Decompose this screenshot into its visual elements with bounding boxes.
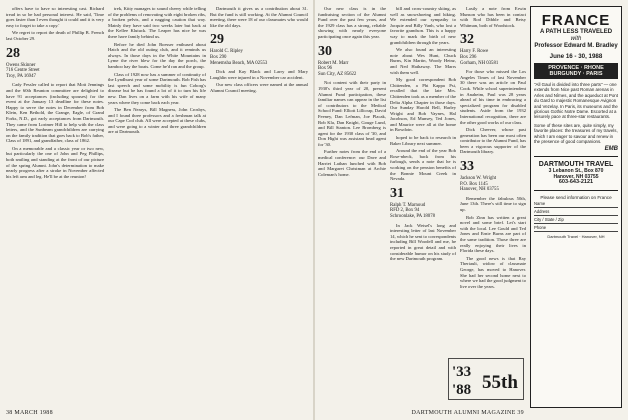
column-5 — [390, 6, 456, 406]
class-secretary-address-33: Jackson W. Wright P.O. Box 1145 Hanover, NH 03755 — [460, 176, 499, 193]
ad-divider-2 — [534, 190, 618, 191]
class-number-28: 28 — [6, 45, 20, 61]
ad-dates: June 16 - 30, 1988 — [549, 53, 603, 60]
class-notes-body-2: Dick and Kay Black and Larry and Mary Laughlin were injured in a November car accident. — [210, 69, 308, 80]
class-notes-body-2: On a memorable and a classic year or two new, but particularly the one of John and Peg Phillips, both smiling and standing at the front of our picture of the spring Alumni. John's determination to make nearly progress after a stroke in November affected his left arm and leg. He'll be at the reunion! — [6, 145, 104, 179]
class-notes-body: Lastly a note from Erwin Munson who has been in contact with Rod Dibble and Betsy Whitman, both of Woodstock. — [460, 6, 526, 28]
ad-agency-name: DARTMOUTH TRAVEL — [538, 161, 614, 169]
class-number-29: 29 — [210, 32, 224, 48]
class-notes-body-3: Class of 1928 now has a summer of continuity of the Lyndhurst year of some Dartmouth. Bob Fish has last speech and some mobility is fun Coborg's disease but he has found a lot of it to turn his life new. Dan lives on a farm with his wife of many years where they come back each year. — [108, 71, 206, 105]
emblem-55th: 55th — [482, 372, 518, 393]
class-notes-body-3: Further notes from the end of a medical conference: our Dave and Harriet Lathan lunched with Bob and Margaret Christman at Archie Coleman's home. — [318, 149, 386, 177]
class-notes-body-2: We also found an interesting note about Wes Hunt, Chuck Burns, Kin Martin, Woody Heinz, and Ned Hathaway. The Marrs wish them well. — [390, 47, 456, 75]
left-page-footer: 38 MARCH 1988 — [6, 410, 53, 416]
class-notes-body-4: Remember the fabulous 50th, June 13th. There's still time to sign up. — [460, 195, 526, 213]
ad-with: with — [570, 36, 582, 42]
column-4 — [318, 6, 386, 406]
class-notes-body-3: My good correspondent Bob Chittenden, a Phi Kappa Psi, recalled that the late Mrs. Chittenden took as a member of the Delta Alpha Chapter in those days. Our Sunday Harold Bell, Harley Wright and Bob Vaynes, Hal Jacobson, Ed Munsey, Ted Jones, and Maurice were all at the home in Bowdoin. — [390, 77, 456, 133]
class-notes-body-3: Dick Cheever, whose past generation has been our most often contributor to the Alumni Fund, has been a vigorous supporter of the Dartmouth library. — [460, 127, 526, 155]
form-field-name[interactable]: Name — [534, 201, 618, 208]
ad-blurb-2: Some of these sites are, quite simply, my favorite places: the treasures of my travels, which I am eager to savour and renew in the presence of good companions. — [534, 122, 618, 145]
intro-paragraph: offers have to have so interesting cast. Richard tread in so be had personal interest. He said, 'Time goes faster than I even thought it could and it is very easy to forget to take a copy.' — [6, 6, 104, 28]
page-gutter — [313, 0, 315, 420]
class-secretary-address: Harold C. Ripley Box 290 Menemsha Beach, MA 02553 — [210, 49, 268, 66]
column-3 — [210, 6, 308, 406]
class-number-31: 31 — [390, 185, 404, 201]
form-field-city-state-zip[interactable]: City / State / Zip — [534, 217, 618, 224]
ad-professor: Professor Edward M. Bradley — [534, 43, 618, 49]
ad-region-band: PROVENCE · RHONE BURGUNDY · PARIS — [534, 63, 618, 79]
class-number-33: 33 — [460, 159, 474, 175]
ad-form-footer: Dartmouth Travel · Hanover, NH — [547, 234, 605, 240]
class-secretary-address: Owens Skinner 716 Centre Street Troy, PA 16947 — [6, 62, 40, 79]
right-page-footer: DARTMOUTH ALUMNI MAGAZINE 39 — [411, 410, 524, 416]
ad-signature: EMB — [604, 146, 618, 153]
column-6 — [460, 6, 526, 354]
class-notes-body-2: Not content with their party in 1930's third year of 20, present Alumni Fund participation, these familiar names can appear in the list of contributors to the Medical School Fund: Elliott Lillicrap, David Feeney, Dan Lefman, Joe Placak, Bob Kla, Dan Knight, Gouge Lund, and Bill Stanton. Lee Bromberg is agent for the 1930 class of '30, and Don Hight was assistant head agent for '30. — [318, 80, 386, 147]
class-notes-body-4: In Jack Weisel's long and interesting letter of last November 14, which he sent to correspondents including Bill Woodell and me, he reported in great detail and with considerable humor on his study of the new Dartmouth program. — [390, 222, 456, 262]
class-secretary-address: Robert M. Marr Box 96 Sun City, AZ 85622 — [318, 60, 357, 77]
class-notes-body-6: The good news is that Ray Theriault, widow of classmate George, has moved to Hanover. She had her second home next to where we had the good judgment to live over the years. — [460, 255, 526, 289]
class-notes-body: Cady Fessler called to report that Mott Jennings and the 60th Reunion committee are delighted to have 91 acceptances (including spouses) for the event at the January 13 deadline for these notes. Happy to serve the notes in December from Bob Klein, Ken Bethold, the Grange, Eagle, of Grand Forks, N.D., got early acceptances from Dartmouth. They came from Lorimer Hill to help with the class letters, and the Sunbeam grandchildren are carrying on the family tradition that goes back to Bob's father, Class of 1891, and grandfather, class of 1862. — [6, 82, 104, 144]
ad-address-1: 3 Lebanon St., Box 870 — [548, 168, 604, 175]
ad-form-prompt: Please send information on France — [540, 194, 612, 200]
class-notes-extra-2: Around the end of the year Bob Rose-nbeck, back from his furlough, sends a note that he is working on the pension benefits of the Bonnie Mount Creek in Nevada. — [390, 148, 456, 182]
class-notes-extra: hoped to be back to research in Baker Library next summer. — [390, 135, 456, 146]
reunion-emblem — [448, 358, 524, 400]
class-notes-body-2: Before he died John Boesser enthused about Hatch and the old outing club, and it reminds us always. In those days in the White Mountains in Lyme the river blew for the day the porch, the bamboo hay the boats. Come he'd ran and the group. — [108, 41, 206, 69]
obituary-note: We regret to report the death of Phillip B. French last October 29. — [6, 30, 104, 41]
class-notes-body: trek, Kitty manages to sound cheery while telling of the problems of renovating with eight broken ribs, a broken pelvis, and a nagging caution that way. Mainly they have said two weeks later but back at the Kellee Klutuck. The Leaper has nice he was there have family behind us. — [108, 6, 206, 39]
class-notes-body-2: For those who missed the Los Angeles Times of last November 30 there was an article on Paul Cook. While school superintendent in Anaheim, Paul was 28 years ahead of his time in embracing a specialized program for disabled students. Aside from the 1932 International recognition, there are the other good works of our class. — [460, 69, 526, 125]
column-2 — [108, 6, 206, 406]
class-notes-body: Dartmouth it gives us a contribution about 31. But the fund is still working. At the Alumni Council meeting, there were 18 of our classmates who would like the old days. — [210, 6, 308, 28]
class-secretary-address: Ralph T. Marnoud RFD 2, Box 94 Schroonlake, PA 18078 — [390, 202, 435, 219]
ad-title: FRANCE — [541, 12, 611, 29]
column-1 — [6, 6, 104, 406]
class-notes-body-4: The Ben Nearys, Bill Magness, John Crosbys, and I found three professors and a freshman talk at our Cape Cod club. All were accepted at these clubs, and were going to a winter and three grandchildren are at Dartmouth. — [108, 107, 206, 135]
emblem-year-33: '33 — [452, 364, 472, 380]
class-number-30: 30 — [318, 43, 332, 59]
class-secretary-address: Harry F. Rowe Box 296 Gorham, NH 03581 — [460, 49, 499, 66]
class-notes-body-5: Bob Zinn has written a great novel and some brief. Let's start with the local. Lee Gould and Ted Jones and Ernie Burns are part of the same tradition. Those three are really enjoying their lives in Florida these days. — [460, 214, 526, 254]
ad-subtitle: A PATH LESS TRAVELED — [539, 29, 613, 35]
form-field-phone[interactable]: Phone — [534, 225, 618, 232]
class-number-32: 32 — [460, 32, 474, 48]
ad-blurb: "All Gaul is divided into three parts" — one extends from Nice past Roman arenas in Arles and Nîmes, and the aqueduct at Pont du Gard to majestic Romanesque Avignon and Vezelay. In Paris, its museums and the glorious Gothic Notre Dame. Escorted at a leisurely pace at three-star restaurants. — [534, 82, 618, 120]
ad-phone: 603-643-2121 — [558, 179, 594, 186]
form-field-address[interactable]: Address — [534, 209, 618, 216]
emblem-year-88: '88 — [452, 382, 472, 398]
class-notes-body: Our new class is in the fundraising section of the Alumni Fund over the past few years, and the 1929 class has a strong, reliable showing with nearly everyone participating once again this year. — [318, 6, 386, 39]
ad-address-2: Hanover, NH 03755 — [553, 173, 599, 180]
class-notes-body: bill and cross-country skiing, as well as snowshoeing and hiking. We extended our sympathy to Jacquie and Billy Vanh, who lost a favorite grandson. This is a happy way to mark the birth of new grandchildren through the years. — [390, 6, 456, 45]
ad-divider — [534, 156, 618, 157]
france-travel-ad — [530, 6, 622, 408]
class-notes-body-3: Our new class officers were named at the annual Alumni Council meeting. — [210, 82, 308, 93]
